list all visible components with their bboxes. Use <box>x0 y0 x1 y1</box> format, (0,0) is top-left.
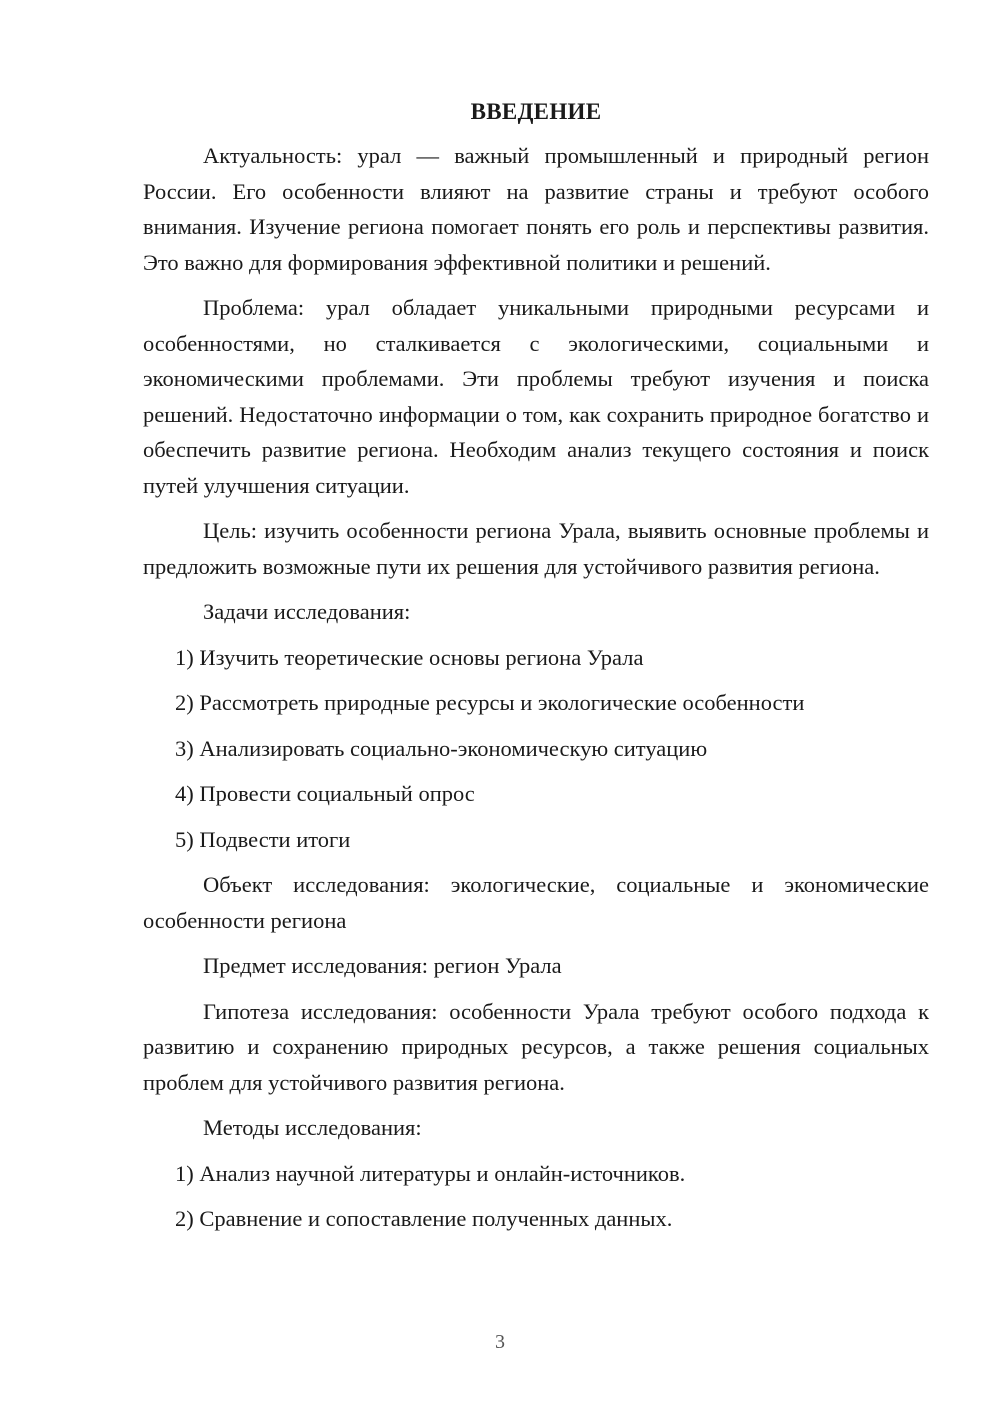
page-number: 3 <box>495 1331 505 1353</box>
paragraph-hypothesis: Гипотеза исследования: особенности Урала требуют особого подхода к развитию и сохранению природных ресурсов, а также решения социальных проблем для устойчивого развития региона. <box>143 998 929 1095</box>
tasks-heading: Задачи исследования: <box>203 599 411 624</box>
paragraph-object: Объект исследования: экологические, социальные и экономические особенности региона <box>143 872 929 933</box>
section-title: ВВЕДЕНИЕ <box>470 99 602 124</box>
task-item-1: 1) Изучить теоретические основы региона Урала <box>175 644 644 670</box>
task-item-5: 5) Подвести итоги <box>175 826 351 852</box>
task-item-4: 4) Провести социальный опрос <box>175 781 475 806</box>
task-item-3: 3) Анализировать социально-экономическую ситуацию <box>175 735 708 761</box>
paragraph-subject: Предмет исследования: регион Урала <box>203 953 562 978</box>
methods-heading: Методы исследования: <box>203 1115 422 1140</box>
method-item-2: 2) Сравнение и сопоставление полученных данных. <box>175 1206 673 1231</box>
method-item-1: 1) Анализ научной литературы и онлайн-источников. <box>175 1160 686 1186</box>
page-content <box>143 94 929 1237</box>
paragraph-relevance: Актуальность: урал — важный промышленный и природный регион России. Его особенности влияют на развитие страны и требуют особого внимания. Изучение региона помогает понять его роль и перспективы развития. Это важно для формирования эффективной политики и решений. <box>143 143 929 275</box>
task-item-2: 2) Рассмотреть природные ресурсы и экологические особенности <box>175 690 805 715</box>
paragraph-goal: Цель: изучить особенности региона Урала, выявить основные проблемы и предложить возможные пути их решения для устойчивого развития региона. <box>143 518 929 579</box>
paragraph-problem: Проблема: урал обладает уникальными природными ресурсами и особенностями, но сталкивается с экологическими, социальными и экономическими проблемами. Эти проблемы требуют изучения и поиска решений. Недостаточно информации о том, как сохранить природное богатство и обеспечить развитие региона. Необходим анализ текущего состояния и поиск путей улучшения ситуации. <box>143 295 929 498</box>
